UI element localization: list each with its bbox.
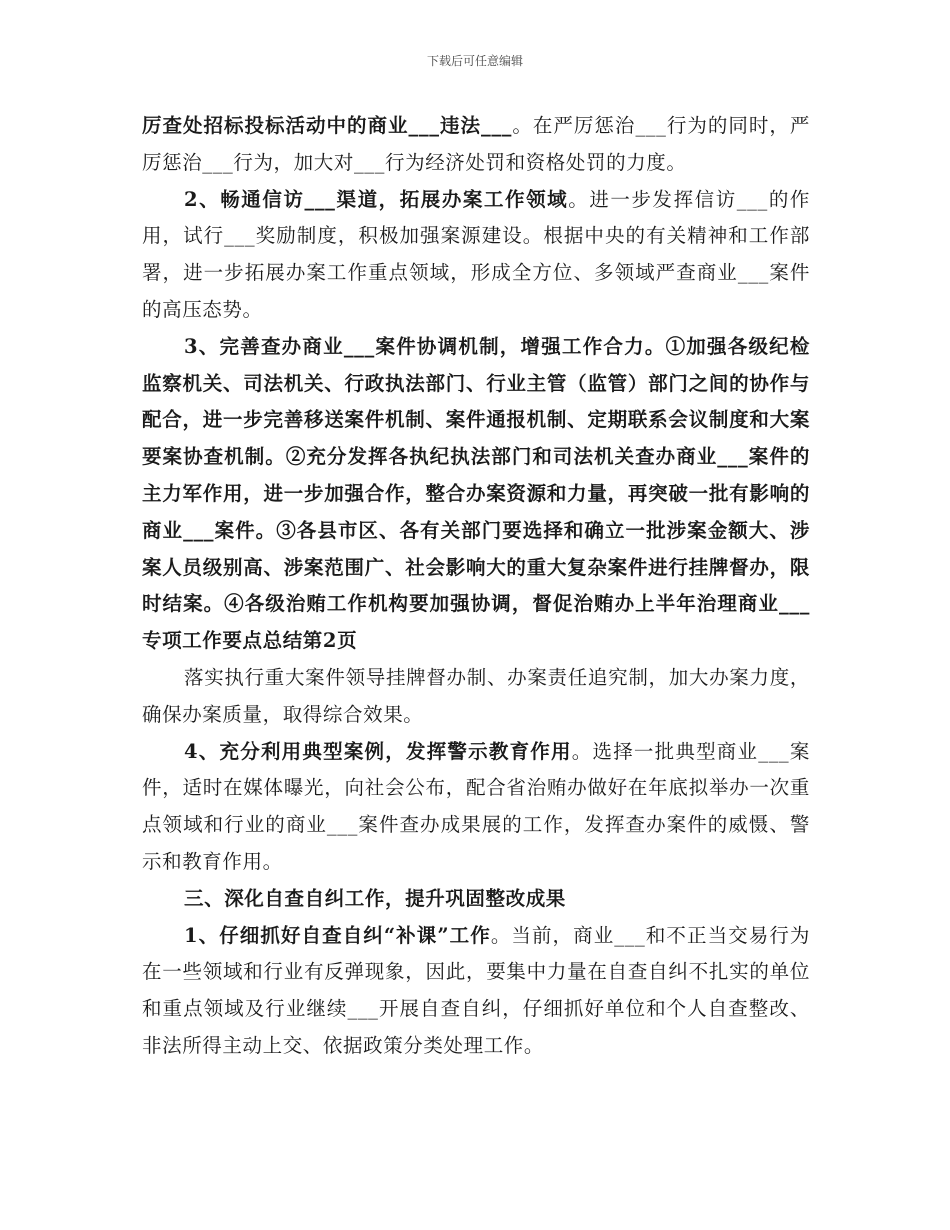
paragraph-5 (142, 734, 810, 881)
paragraph-5-text: 。选择一批典型商业___案件，适时在媒体曝光，向社会公布，配合省治贿办做好在年底拟举办一次重点领域和行业的商业___案件查办成果展的工作，发挥查办案件的威慑、警示和教育作用。 (142, 739, 810, 873)
paragraph-2-text: 。进一步发挥信访___的作用，试行___奖励制度，积极加强案源建设。根据中央的有关精神和工作部署，进一步拓展办案工作重点领域，形成全方位、多领域严查商业___案件的高压态势。 (142, 187, 810, 321)
page-header: 下载后可任意编辑 (426, 54, 523, 68)
paragraph-1 (142, 108, 810, 182)
paragraph-5-heading: 4、充分利用典型案例，发挥警示教育作用 (184, 739, 572, 763)
section-heading-3 (142, 881, 810, 918)
paragraph-7-text: 。当前，商业___和不正当交易行为在一些领域和行业有反弹现象，因此，要集中力量在自查自纠不扎实的单位和重点领域及行业继续___开展自查自纠，仔细抓好单位和个人自查整改、非法所得主动上交、依据政策分类处理工作。 (142, 923, 811, 1057)
paragraph-7 (142, 918, 810, 1065)
paragraph-7-heading: 1、仔细抓好自查自纠“补课”工作 (184, 923, 491, 947)
paragraph-2 (142, 182, 810, 329)
paragraph-2-heading: 2、畅通信访___渠道，拓展办案工作领域 (184, 187, 569, 211)
paragraph-3 (142, 329, 810, 660)
paragraph-1-bold: 厉查处招标投标活动中的商业___违法___ (142, 114, 513, 137)
paragraph-1-text: 。在严厉惩治___行为的同时，严厉惩治___行为，加大对___行为经济处罚和资格处罚的力度。 (142, 114, 810, 174)
paragraph-4-text: 落实执行重大案件领导挂牌督办制、办案责任追究制，加大办案力度，确保办案质量，取得综合效果。 (142, 665, 810, 726)
document-body (142, 108, 810, 1065)
paragraph-3-text: 3、完善查办商业___案件协调机制，增强工作合力。①加强各级纪检监察机关、司法机关、行政执法部门、行业主管（监管）部门之间的协作与配合，进一步完善移送案件机制、案件通报机制、定期联系会议制度和大案要案协查机制。②充分发挥各执纪执法部门和司法机关查办商业___案件的主力军作用，进一步加强合作，整合办案资源和力量，再突破一批有影响的商业___案件。③各县市区、各有关部门要选择和确立一批涉案金额大、涉案人员级别高、涉案范围广、社会影响大的重大复杂案件进行挂牌督办，限时结案。④各级治贿工作机构要加强协调，督促治贿办上半年治理商业___专项工作要点总结第2页 (142, 334, 810, 653)
section-heading-3-text: 三、深化自查自纠工作，提升巩固整改成果 (184, 886, 566, 910)
paragraph-4 (142, 660, 810, 734)
